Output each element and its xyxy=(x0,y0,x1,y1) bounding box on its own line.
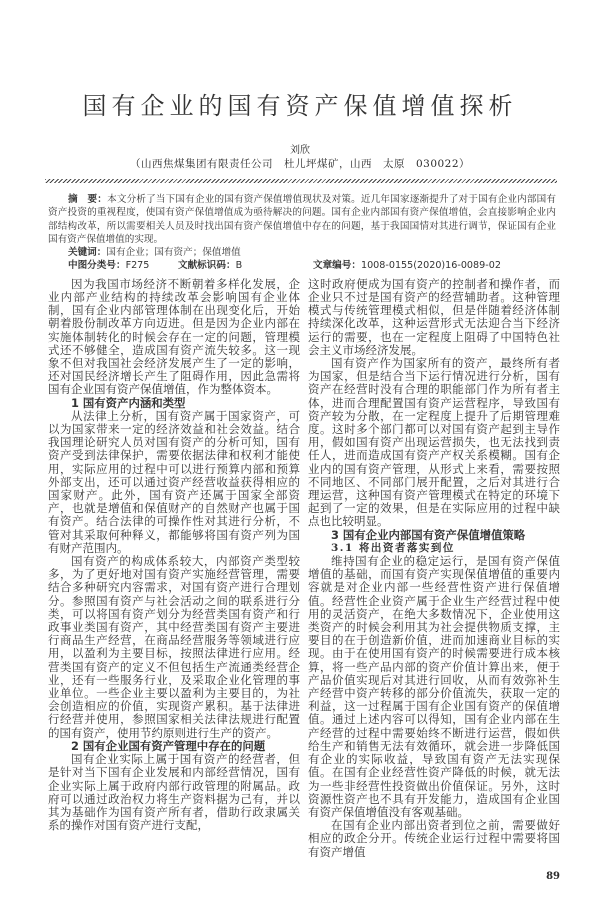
wavy-divider xyxy=(45,179,557,183)
abstract-label: 摘 要： xyxy=(68,194,108,205)
keywords: 国有企业；国有资产；保值增值 xyxy=(106,247,241,259)
article-no-label: 文章编号： xyxy=(313,260,361,272)
subsection-heading-3-1: 3.1 将出资者落实到位 xyxy=(331,541,455,554)
article-number: 1008-0155(2020)16-0089-02 xyxy=(360,260,501,272)
body-paragraph: 维持国有企业的稳定运行，是国有资产保值增值的基础，而国有资产实现保值增值的重要内容就是对企业内部一些经营性资产进行保值增值。经营性企业资产属于企业生产经营过程中使用的灵活资产，在绝大多数情况下，企业使用这类资产的时候会利用其为社会提供物质支撑，主要目的在于创造新价值，进而加速商业目标的实现。由于在使用国有资产的时候需要进行成本核算，将一些产品内部的资产价值计算出来，便于产品价值实现后对其进行回收，从而有效弥补生产经营中资产转移的部分价值流失，获取一定的利益，这一过程属于国有企业国有资产的保值增值。通过上述内容可以得知，国有企业内部在生产经营的过程中需要始终不断进行运营，假如供给生产和销售无法有效循环，就会进一步降低国有企业的实际收益，导致国有资产无法实现保值。在国有企业经营性资产降低的时候，就无法为一些非经营性投资做出价值保证。另外，这时资源性资产也不具有开发能力，造成国有企业国有资产保值增值没有客观基础。 xyxy=(308,554,560,819)
clc-number: F275 xyxy=(125,260,150,272)
clc-label: 中图分类号： xyxy=(68,260,126,272)
classification-line xyxy=(48,259,560,272)
body-paragraph: 国有企业实际上属于国有资产的经营者，但是针对当下国有企业发展和内部经营情况，国有企业实际上属于政府内部行政管理的附属品。政府可以通过政治权力将生产资料据为己有，并以其为基础作为国有资产所有者，借助行政隶属关系的操作对国有资产进行支配， xyxy=(48,752,300,833)
body-paragraph: 这时政府便成为国有资产的控制者和操作者，而企业只不过是国有资产的经营辅助者。这种管理模式与传统管理模式相似，但是伴随着经济体制持续深化改革，这种运营形式无法迎合当下经济运行的需要，也在一定程度上阻碍了中国特色社会主义市场经济发展。 xyxy=(308,276,560,357)
body-paragraph: 国有资产作为国家所有的资产，最终所有者为国家，但是结合当下运行情况进行分析，国有资产在经营时没有合理的职能部门作为所有者主体，进而合理配置国有资产运营程序，导致国有资产较为分散，在一定程度上提升了后期管理难度。这时多个部门都可以对国有资产起到主导作用，假如国有资产出现运营损失，也无法找到责任人，进而造成国有资产产权关系模糊。国有企业内的国有资产管理，从形式上来看，需要按照不同地区、不同部门展开配置，之后对其进行合理运营，这种国有资产管理模式在特定的环境下起到了一定的效果，但是在实际应用的过程中缺点也比较明显。 xyxy=(308,356,560,529)
body-paragraph: 国有资产的构成体系较大，内部资产类型较多，为了更好地对国有资产实施经营管理，需要结合多种研究内容需求，对国有资产进行合理划分。参照国有资产与社会活动之间的联系进行分类，可以将国有资产划分为经营类国有资产和行政事业类国有资产，其中经营类国有资产主要进行商品生产经营，在商品经营服务等领域进行应用，以盈利为主要目标，按照法律进行应用。经营类国有资产的定义不但包括生产流通类经营企业，还有一些服务行业，及采取企业化管理的事业单位。一些企业主要以盈利为主要目的，为社会创造相应的价值，实现资产累积。基于法律进行经营并使用，参照国家相关法律法规进行配置的国有资产，使用节约原则进行生产的资产。 xyxy=(48,554,300,740)
section-heading-2: 2 国有企业国有资产管理中存在的问题 xyxy=(71,738,266,753)
author-affiliation: （山西焦煤集团有限责任公司 杜儿坪煤矿，山西 太原 030022） xyxy=(129,158,471,170)
abstract-text: 本文分析了当下国有企业的国有资产保值增值现状及对策。近几年国家逐渐提升了对于国有企业内部国有资产投资的重视程度，使国有资产保值增值成为亟待解决的问题。国有企业内部国有资产保值增值，会直接影响企业内部结构改革，所以需要相关人员及时找出国有资产保值增值中存在的问题，基于我国国情对其进行调节，保证国有企业国有资产保值增值的实现。 xyxy=(48,194,557,245)
doc-code: B xyxy=(235,260,243,272)
body-paragraph: 因为我国市场经济不断朝着多样化发展，企业内部产业结构的持续改革会影响国有企业体制，国有企业内部管理体制在出现变化后，开始朝着股份制改革方向迈进。但是因为企业内部在实施体制转化的时候会存在一定的问题，管理模式还不够健全，造成国有资产流失较多。这一现象不但对我国社会经济发展产生了一定的影响，还对国民经济增长产生了阻碍作用，因此急需将国有企业国有资产保值增值，作为整体资本。 xyxy=(48,276,300,397)
left-column xyxy=(48,278,300,859)
body-paragraph: 从法律上分析，国有资产属于国家资产，可以为国家带来一定的经济效益和社会效益。结合我国理论研究人员对国有资产的分析可知，国有资产受到法律保护，需要依据法律和权利才能使用，实际应用的过程中可以进行预算内部和预算外部支出，还可以通过资产经营收益获得相应的国家财产。此外，国有资产还属于国家全部资产，也就是增值和保值财产的自然财产也属于国有资产。结合法律的可操作性对其进行分析，不管对其采取何种释义，都能够将国有资产列为国有财产范围内。 xyxy=(48,408,300,555)
doc-code-label: 文献标识码： xyxy=(178,260,236,272)
keywords-label: 关键词： xyxy=(68,247,107,259)
abstract-paragraph xyxy=(48,193,556,246)
body-paragraph: 在国有企业内部出资者到位之前，需要做好相应的政企分开。传统企业运行过程中需要将国有资产增值 xyxy=(308,818,560,859)
section-heading-3: 3 国有企业内部国有资产保值增值策略 xyxy=(331,527,526,542)
paper-title: 国有企业的国有资产保值增值探析 xyxy=(82,92,518,120)
keywords-line xyxy=(48,246,560,259)
section-heading-1: 1 国有资产内涵和类型 xyxy=(71,395,186,410)
right-column xyxy=(308,278,560,859)
body-columns xyxy=(48,278,560,859)
page-number: 89 xyxy=(546,870,560,882)
abstract-block xyxy=(48,193,556,246)
author-name: 刘欣 xyxy=(290,145,310,156)
